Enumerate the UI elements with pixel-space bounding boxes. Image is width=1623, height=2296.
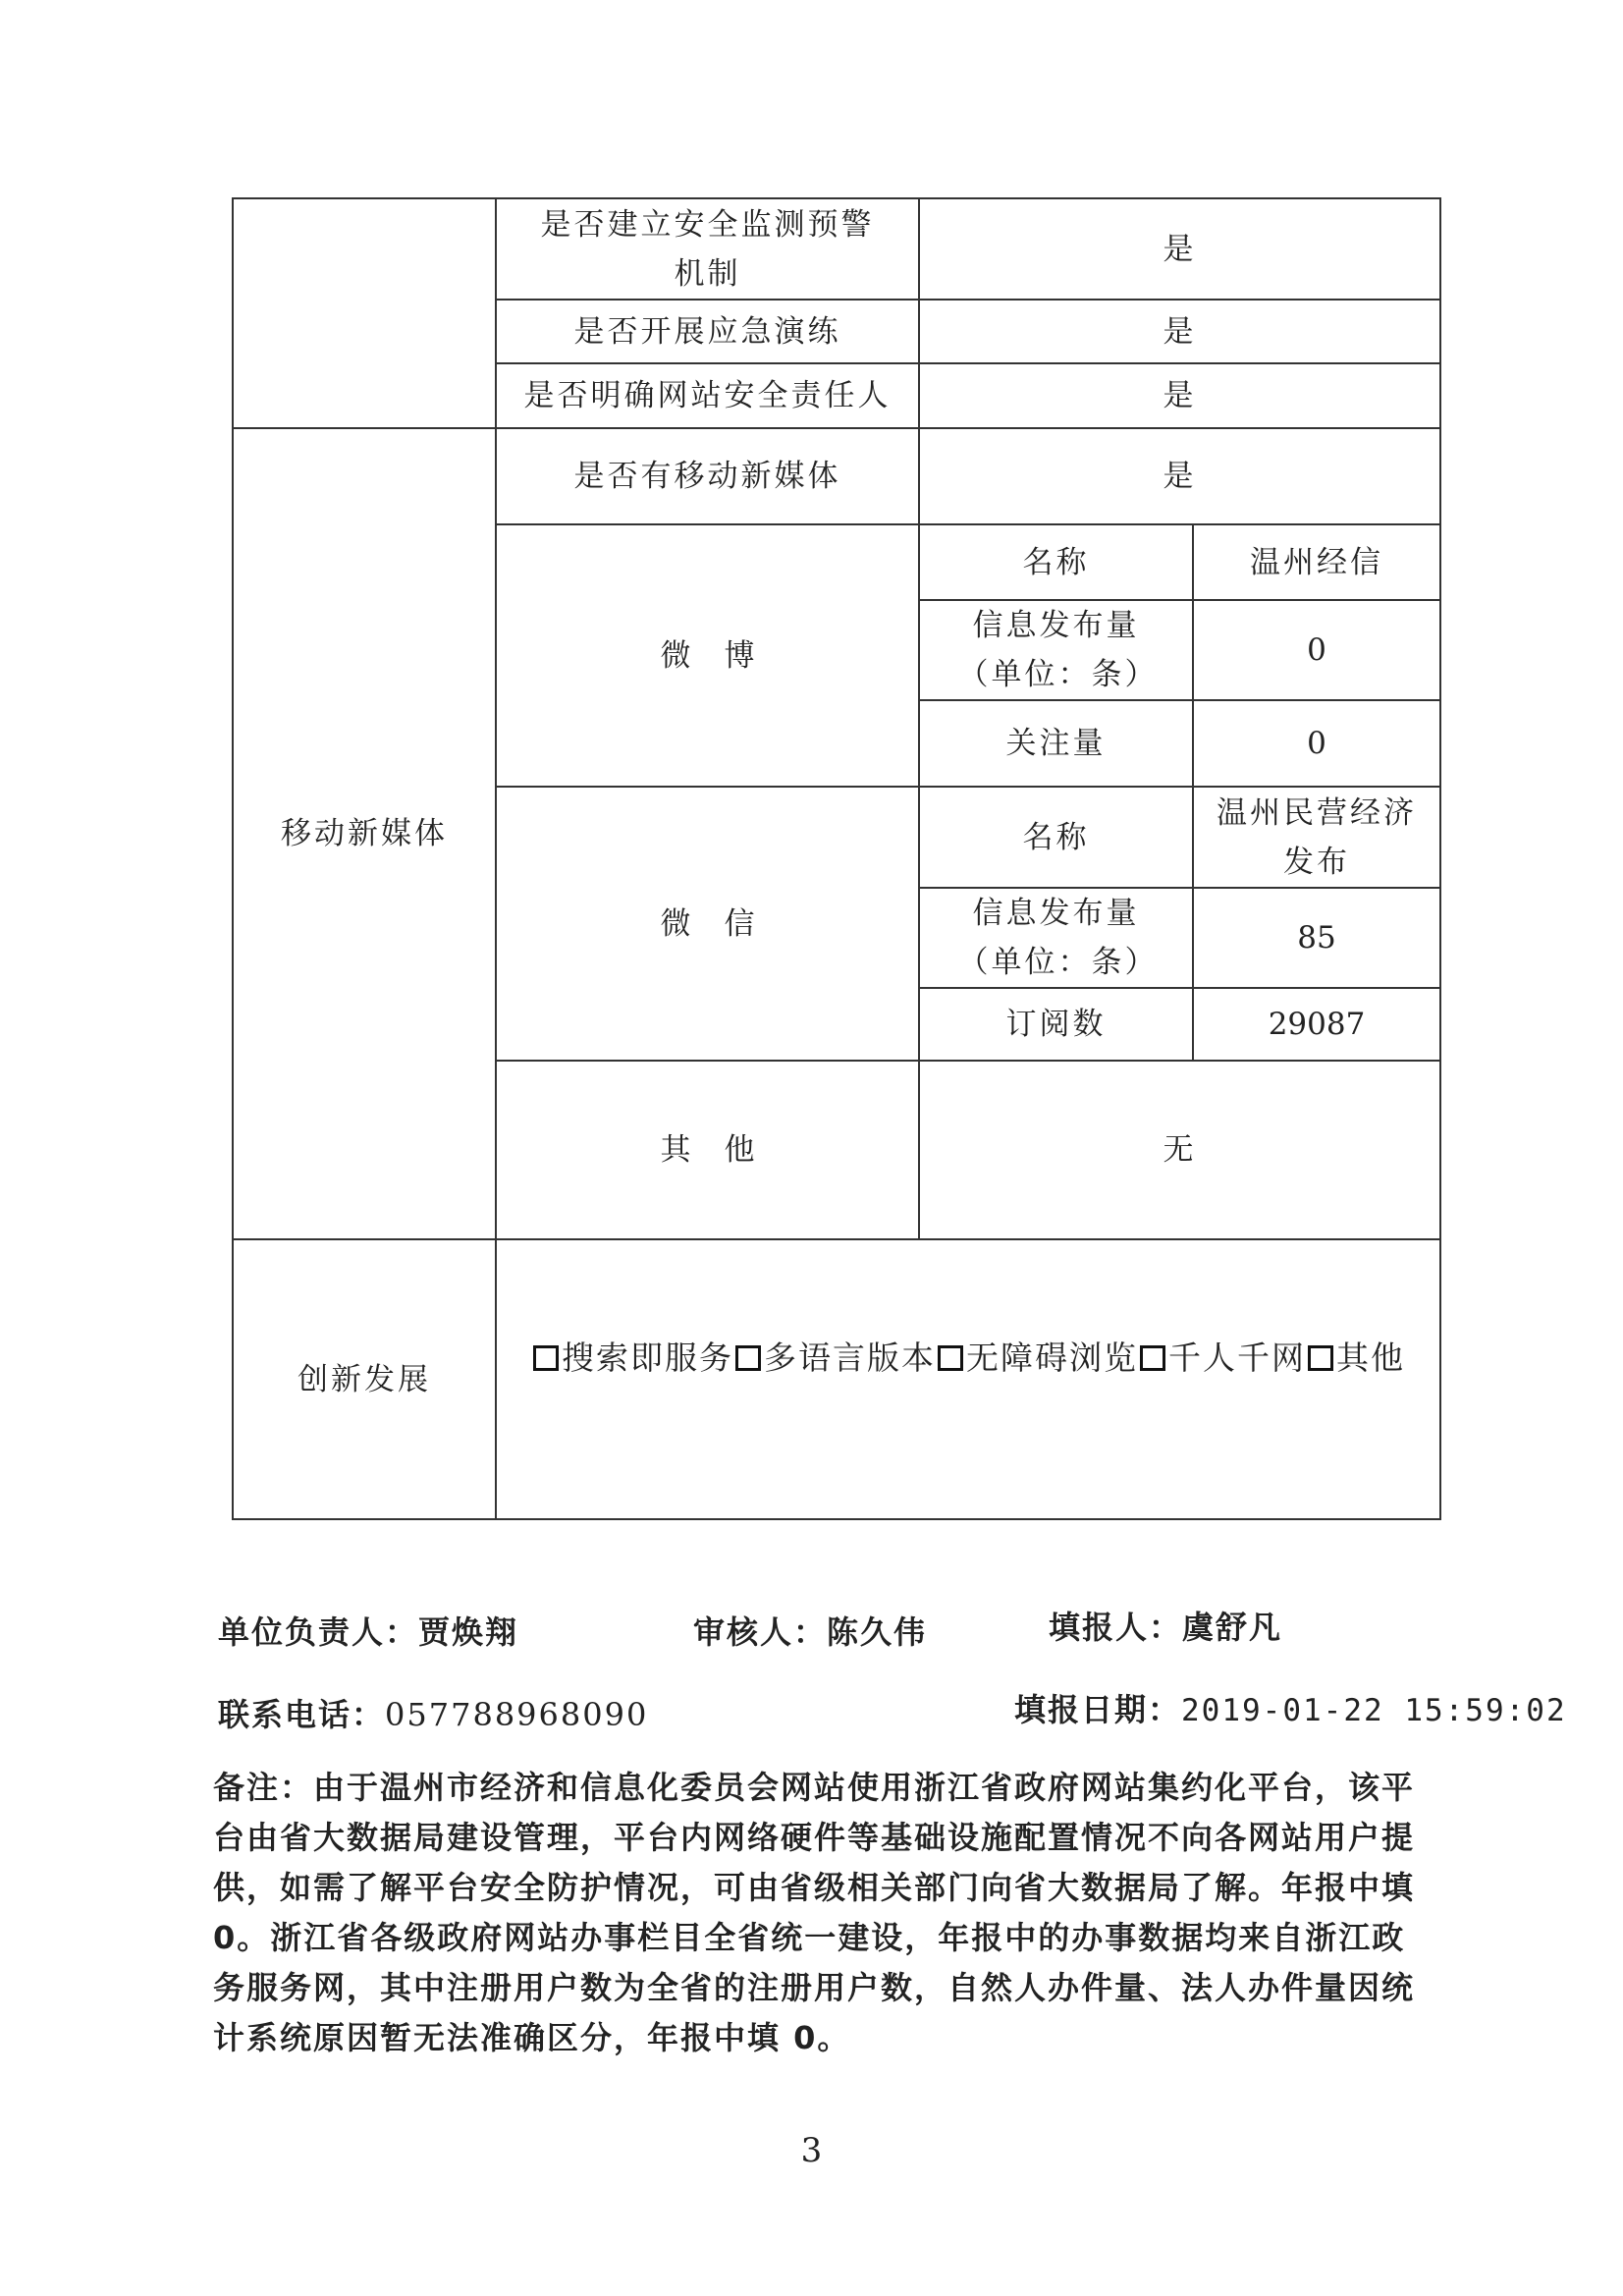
security-officer-label: 是否明确网站安全责任人 [523,378,892,413]
emergency-drill-value: 是 [1163,313,1197,350]
other-media-label: 其他 [660,1132,788,1168]
innovation-option-personalized[interactable]: 千人千网 [1138,1334,1306,1383]
mobile-media-section-label: 移动新媒体 [281,816,448,851]
other-media-value: 无 [1163,1132,1197,1168]
unit-head: 单位负责人：贾焕翔 [218,1613,519,1651]
weibo-follow-label: 关注量 [1005,726,1107,761]
remarks: 备注：由于温州市经济和信息化委员会网站使用浙江省政府网站集约化平台，该平 台由省大数据局建设管理，平台内网络硬件等基础设施配置情况不向各网站用户提 供，如需了解平台安全防护情况，可由省级相关部门向省大数据局了解。年报中填 0。浙江省各级政府网站办事栏目全省统一建设，年报中的办事数据均来自浙江政 务服务网，其中注册用户数为全省的注册用户数，自然人办件量、法人办件量因统 计系统原因暂无法准确区分，年报中填 0。 [213,1769,1416,2056]
security-warning-value: 是 [1163,231,1197,267]
innovation-label: 创新发展 [298,1361,431,1397]
innovation-option-other[interactable]: 其他 [1306,1334,1405,1383]
checkbox-icon[interactable] [533,1345,559,1371]
security-officer-value: 是 [1163,378,1197,413]
reviewer: 审核人：陈久伟 [693,1613,928,1651]
innovation-option-search[interactable]: 搜索即服务 [531,1334,733,1383]
wechat-name-value: 温州民营经济发布 [1217,794,1417,880]
weibo-follow-value: 0 [1307,726,1326,761]
filler: 填报人：虞舒凡 [1049,1609,1283,1646]
weibo-posts-value: 0 [1307,632,1326,668]
innovation-options [497,1240,1439,1476]
wechat-subs-label: 订阅数 [1005,1007,1107,1042]
weibo-label: 微博 [660,637,788,674]
table-border-right [1439,197,1441,1520]
table-border-bottom [232,1518,1441,1520]
checkbox-icon[interactable] [735,1345,761,1371]
checkbox-icon[interactable] [1140,1345,1165,1371]
checkbox-icon[interactable] [1308,1345,1333,1371]
innovation-option-accessibility[interactable]: 无障碍浏览 [936,1334,1138,1383]
wechat-posts-label: 信息发布量（单位：条） [957,896,1159,980]
contact-phone: 联系电话：057788968090 [218,1696,649,1733]
wechat-name-label: 名称 [1022,819,1090,855]
has-mobile-media-label: 是否有移动新媒体 [573,459,841,494]
emergency-drill-label: 是否开展应急演练 [573,313,841,350]
has-mobile-media-value: 是 [1163,459,1197,494]
security-warning-label: 是否建立安全监测预警机制 [540,206,875,292]
checkbox-icon[interactable] [938,1345,963,1371]
wechat-subs-value: 29087 [1268,1007,1366,1042]
wechat-label: 微信 [660,905,788,942]
fill-date: 填报日期：2019-01-22 15:59:02 [1014,1691,1567,1728]
weibo-name-value: 温州经信 [1250,544,1383,580]
weibo-name-label: 名称 [1022,544,1090,580]
page-number: 3 [800,2131,823,2170]
innovation-option-multilang[interactable]: 多语言版本 [733,1334,936,1383]
weibo-posts-label: 信息发布量（单位：条） [957,608,1159,692]
wechat-posts-value: 85 [1297,920,1336,956]
